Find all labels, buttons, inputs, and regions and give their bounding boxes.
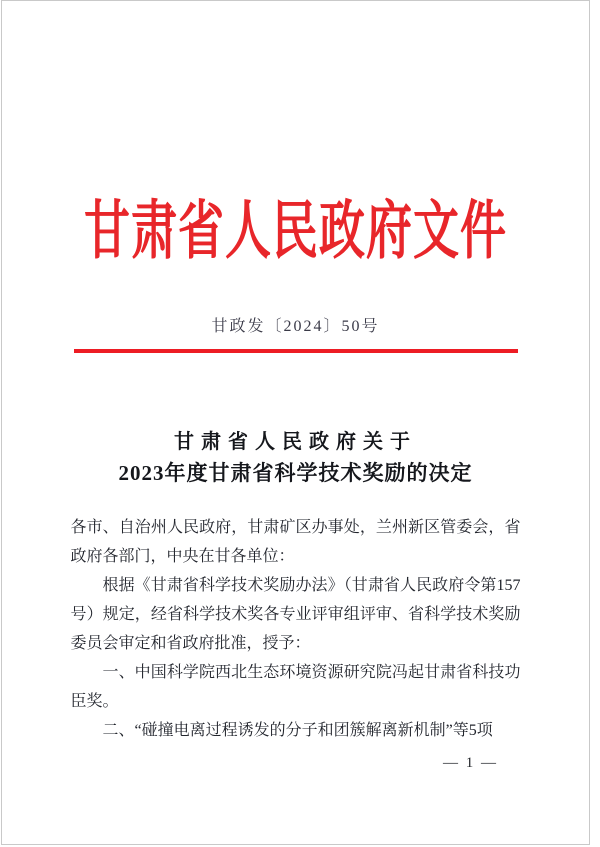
document-page	[1, 0, 590, 845]
paragraph: 二、“碰撞电离过程诱发的分子和团簇解离新机制”等5项	[102, 722, 493, 739]
doc-number: 甘政发〔2024〕50号	[211, 318, 380, 335]
document-title-line1: 甘肃省人民政府关于	[174, 431, 417, 453]
letterhead-title: 甘肃省人民政府文件	[84, 195, 507, 267]
document-title	[2, 427, 589, 489]
page-number: — 1 —	[443, 755, 498, 771]
document-title-line2: 2023年度甘肃省科学技术奖励的决定	[118, 461, 473, 485]
paragraph: 一、中国科学院西北生态环境资源研究院冯起甘肃省科技功臣奖。	[70, 664, 521, 710]
red-divider-line	[74, 349, 518, 353]
document-body	[71, 513, 521, 745]
paragraph: 根据《甘肃省科学技术奖励办法》（甘肃省人民政府令第157号）规定，经省科学技术奖各专业评审组评审、省科学技术奖励委员会审定和省政府批准，授予：	[70, 577, 521, 652]
salutation-paragraph: 各市、自治州人民政府，甘肃矿区办事处，兰州新区管委会，省政府各部门，中央在甘各单位：	[70, 519, 521, 565]
